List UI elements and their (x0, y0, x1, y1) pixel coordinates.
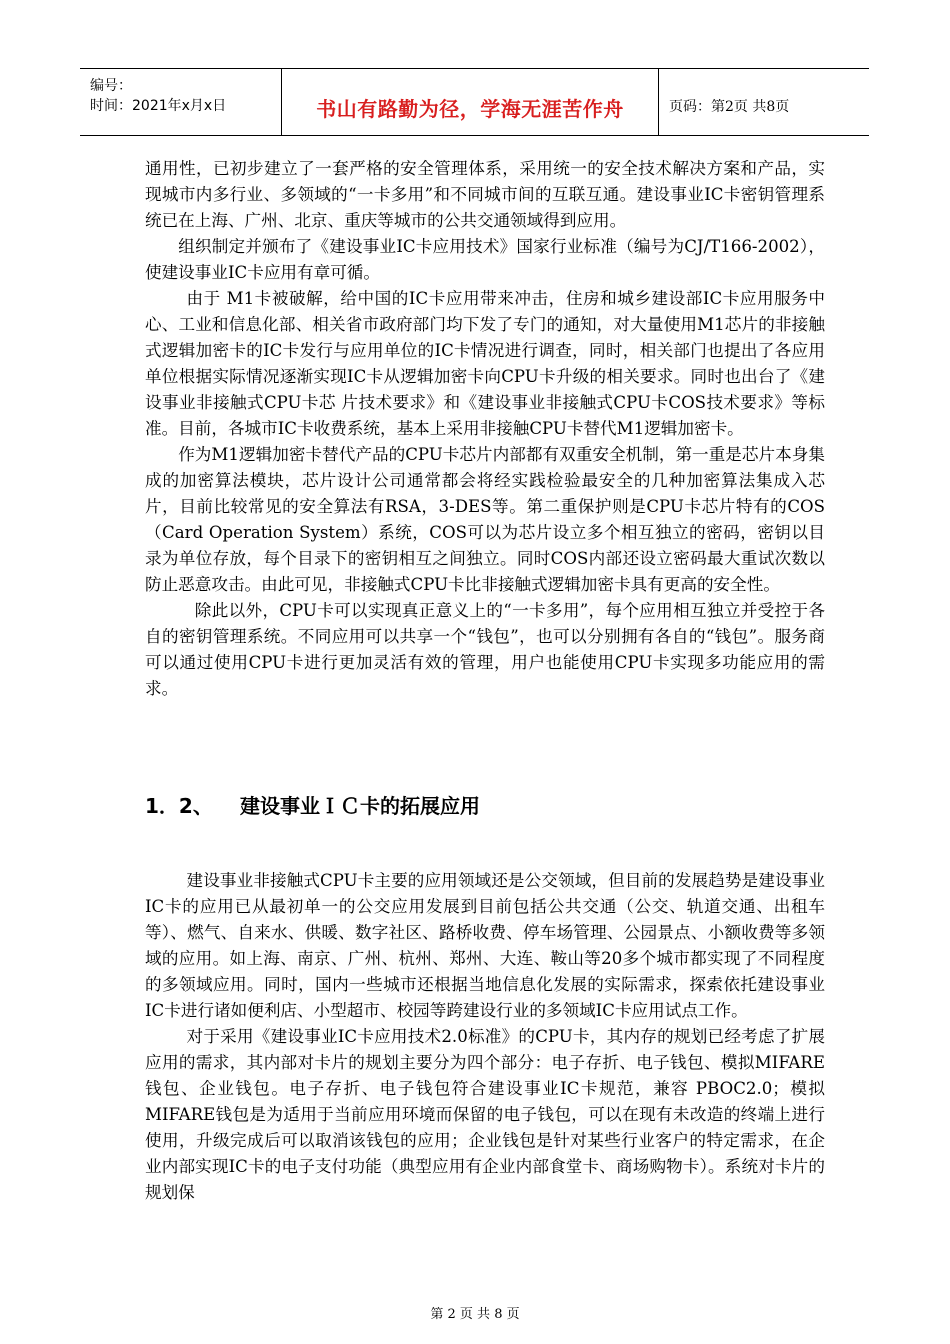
section-title: 建设事业ＩＣ卡的拓展应用 (240, 794, 480, 818)
paragraph: 通用性，已初步建立了一套严格的安全管理体系，采用统一的安全技术解决方案和产品，实现城市内多行业、多领域的“一卡多用”和不同城市间的互联互通。建设事业IC卡密钥管理系统已在上海、广州、北京、重庆等城市的公共交通领域得到应用。 (145, 159, 825, 230)
paragraph: 对于采用《建设事业IC卡应用技术2.0标准》的CPU卡，其内存的规划已经考虑了扩展应用的需求，其内部对卡片的规划主要分为四个部分：电子存折、电子钱包、模拟MIFARE钱包、企业钱包。电子存折、电子钱包符合建设事业IC卡规范，兼容 PBOC2.0；模拟MIFARE钱包是为适用于当前应用环境而保留的电子钱包，可以在现有未改造的终端上进行使用，升级完成后可以取消该钱包的应用；企业钱包是针对某些行业客户的特定需求，在企业内部实现IC卡的电子支付功能（典型应用有企业内部食堂卡、商场购物卡）。系统对卡片的规划保 (145, 1027, 825, 1202)
header-meta-cell (80, 69, 282, 135)
body-section-2 (145, 868, 825, 1206)
paragraph: 建设事业非接触式CPU卡主要的应用领域还是公交领域，但目前的发展趋势是建设事业IC卡的应用已从最初单一的公交应用发展到目前包括公共交通（公交、轨道交通、出租车等）、燃气、自来水、供暖、数字社区、路桥收费、停车场管理、公园景点、小额收费等多领域的应用。如上海、南京、广州、杭州、郑州、大连、鞍山等20多个城市都实现了不同程度的多领域应用。同时，国内一些城市还根据当地信息化发展的实际需求，探索依托建设事业IC卡进行诸如便利店、小型超市、校园等跨建设行业的多领域IC卡应用试点工作。 (145, 871, 825, 1020)
section-number: 1．2、 (145, 794, 213, 818)
section-heading (145, 790, 480, 819)
header-page-cell (659, 69, 869, 135)
page-header (80, 68, 869, 136)
page-footer: 第 2 页 共 8 页 (430, 1307, 520, 1322)
paragraph: 作为M1逻辑加密卡替代产品的CPU卡芯片内部都有双重安全机制，第一重是芯片本身集成的加密算法模块，芯片设计公司通常都会将经实践检验最安全的几种加密算法集成入芯片，目前比较常见的安全算法有RSA，3-DES等。第二重保护则是CPU卡芯片特有的COS（Card Operation System）系统，COS可以为芯片设立多个相互独立的密码，密钥以目录为单位存放，每个目录下的密钥相互之间独立。同时COS内部还设立密码最大重试次数以防止恶意攻击。由此可见，非接触式CPU卡比非接触式逻辑加密卡具有更高的安全性。 (145, 445, 825, 594)
document-date: 时间：2021年x月x日 (90, 98, 227, 114)
paragraph: 组织制定并颁布了《建设事业IC卡应用技术》国家行业标准（编号为CJ/T166-2002），使建设事业IC卡应用有章可循。 (145, 237, 825, 282)
document-number: 编号： (90, 78, 132, 94)
header-motto: 书山有路勤为径，学海无涯苦作舟 (316, 97, 624, 121)
paragraph: 除此以外，CPU卡可以实现真正意义上的“一卡多用”，每个应用相互独立并受控于各自的密钥管理系统。不同应用可以共享一个“钱包”，也可以分别拥有各自的“钱包”。服务商可以通过使用CPU卡进行更加灵活有效的管理，用户也能使用CPU卡实现多功能应用的需求。 (145, 601, 825, 698)
header-motto-cell (282, 69, 659, 135)
body-section-1 (145, 156, 825, 702)
paragraph: 由于 M1卡被破解，给中国的IC卡应用带来冲击，住房和城乡建设部IC卡应用服务中心、工业和信息化部、相关省市政府部门均下发了专门的通知，对大量使用M1芯片的非接触式逻辑加密卡的IC卡发行与应用单位的IC卡情况进行调查，同时，相关部门也提出了各应用单位根据实际情况逐渐实现IC卡从逻辑加密卡向CPU卡升级的相关要求。同时也出台了《建设事业非接触式CPU卡芯 片技术要求》和《建设事业非接触式CPU卡COS技术要求》等标准。目前，各城市IC卡收费系统，基本上采用非接触CPU卡替代M1逻辑加密卡。 (145, 289, 825, 438)
header-page-number: 页码：第2页 共8页 (669, 99, 790, 115)
